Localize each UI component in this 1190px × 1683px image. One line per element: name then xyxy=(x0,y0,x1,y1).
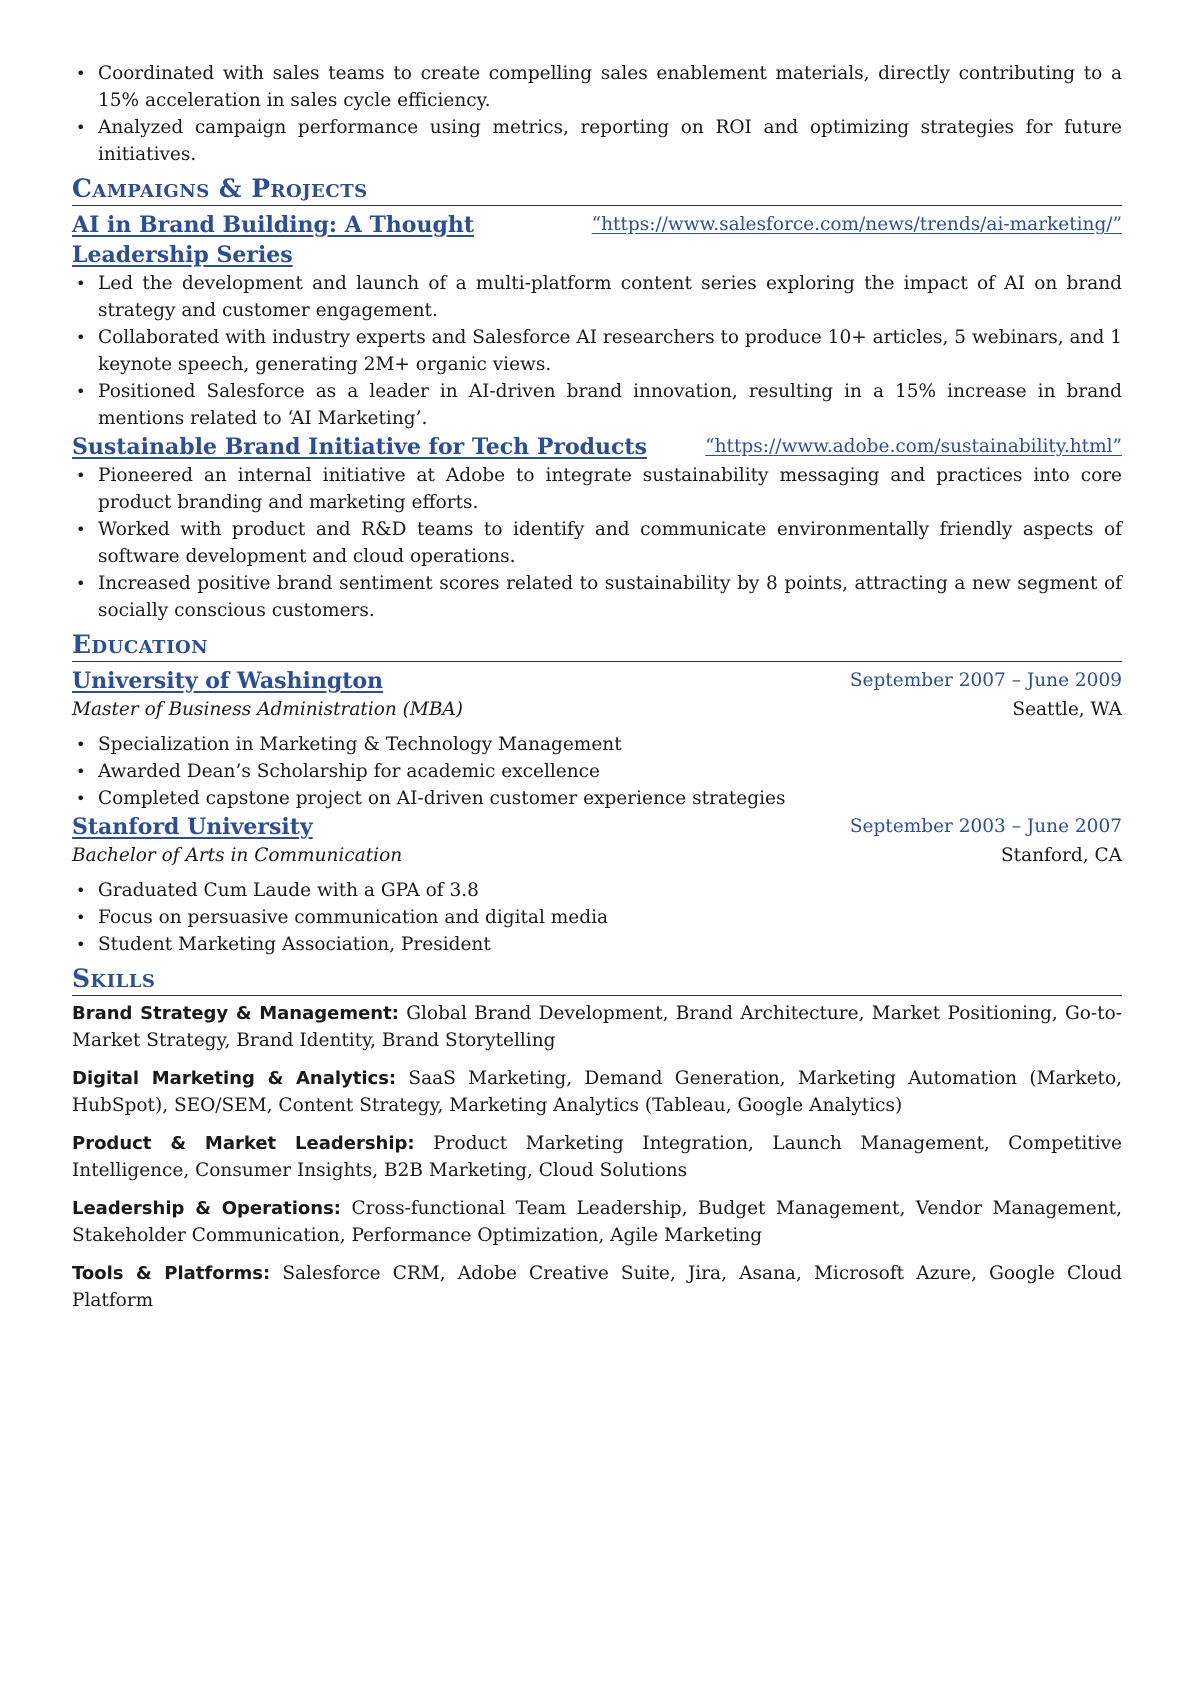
education-entry xyxy=(72,812,1122,958)
project-title-link[interactable]: Sustainable Brand Initiative for Tech Products xyxy=(72,434,647,460)
experience-bullet: • Coordinated with sales teams to create compelling sales enablement materials, directly contributing to a 15% acceleration in sales cycle efficiency. xyxy=(72,60,1122,114)
resume-page xyxy=(72,60,1122,1325)
degree-name: Master of Business Administration (MBA) xyxy=(72,699,464,720)
skill-group-label: Tools & Platforms: xyxy=(72,1263,271,1284)
education-bullet: • Focus on persuasive communication and digital media xyxy=(72,904,1122,931)
school-name-link[interactable]: Stanford University xyxy=(72,814,313,840)
experience-bullet: • Analyzed campaign performance using metrics, reporting on ROI and optimizing strategies for future initiatives. xyxy=(72,114,1122,168)
skill-group-items: SaaS Marketing, Demand Generation, Marketing Automation (Marketo, HubSpot), SEO/SEM, Content Strategy, Marketing Analytics (Tableau, Google Analytics) xyxy=(72,1068,1123,1116)
skill-group xyxy=(72,1195,1122,1249)
project-bullets xyxy=(72,270,1122,432)
skill-group-label: Digital Marketing & Analytics: xyxy=(72,1068,397,1089)
education-heading: Education xyxy=(72,630,1122,662)
skill-group xyxy=(72,1000,1122,1054)
degree-name: Bachelor of Arts in Communication xyxy=(72,845,403,866)
project-url-link[interactable]: “https://www.salesforce.com/news/trends/ai-marketing/” xyxy=(591,214,1122,235)
education-bullet: • Student Marketing Association, President xyxy=(72,931,1122,958)
school-dates: September 2003 – June 2007 xyxy=(849,816,1122,837)
experience-bullets xyxy=(72,60,1122,168)
skill-group-items: Product Marketing Integration, Launch Management, Competitive Intelligence, Consumer Insights, B2B Marketing, Cloud Solutions xyxy=(72,1133,1123,1181)
skill-group-label: Product & Market Leadership: xyxy=(72,1133,415,1154)
project-title-link[interactable]: AI in Brand Building: A Thought Leadership Series xyxy=(72,212,475,268)
project-bullet: • Increased positive brand sentiment scores related to sustainability by 8 points, attracting a new segment of socially conscious customers. xyxy=(72,570,1122,624)
education-bullet: • Completed capstone project on AI-driven customer experience strategies xyxy=(72,785,1122,812)
education-bullets xyxy=(72,731,1122,812)
campaigns-heading: Campaigns & Projects xyxy=(72,174,1122,206)
project-bullet: • Worked with product and R&D teams to identify and communicate environmentally friendly aspects of software development and cloud operations. xyxy=(72,516,1122,570)
education-bullet: • Graduated Cum Laude with a GPA of 3.8 xyxy=(72,877,1122,904)
project-bullet: • Positioned Salesforce as a leader in AI-driven brand innovation, resulting in a 15% increase in brand mentions related to ‘AI Marketing’. xyxy=(72,378,1122,432)
project-bullet: • Collaborated with industry experts and Salesforce AI researchers to produce 10+ articles, 5 webinars, and 1 keynote speech, generating 2M+ organic views. xyxy=(72,324,1122,378)
education-bullet: • Specialization in Marketing & Technology Management xyxy=(72,731,1122,758)
skill-group-label: Brand Strategy & Management: xyxy=(72,1003,399,1024)
skills-heading: Skills xyxy=(72,964,1122,996)
education-bullets xyxy=(72,877,1122,958)
skill-group xyxy=(72,1260,1122,1314)
project-entry xyxy=(72,432,1122,624)
project-bullet: • Pioneered an internal initiative at Adobe to integrate sustainability messaging and practices into core product branding and marketing efforts. xyxy=(72,462,1122,516)
school-name-link[interactable]: University of Washington xyxy=(72,668,384,694)
project-url-link[interactable]: “https://www.adobe.com/sustainability.html” xyxy=(705,436,1122,457)
skill-group xyxy=(72,1130,1122,1184)
skill-group-items: Global Brand Development, Brand Architecture, Market Positioning, Go-to-Market Strategy, Brand Identity, Brand Storytelling xyxy=(72,1003,1122,1051)
project-entry xyxy=(72,210,1122,432)
school-dates: September 2007 – June 2009 xyxy=(849,670,1122,691)
education-bullet: • Awarded Dean’s Scholarship for academic excellence xyxy=(72,758,1122,785)
project-bullet: • Led the development and launch of a multi-platform content series exploring the impact of AI on brand strategy and customer engagement. xyxy=(72,270,1122,324)
education-entry xyxy=(72,666,1122,812)
skill-group-items: Cross-functional Team Leadership, Budget Management, Vendor Management, Stakeholder Communication, Performance Optimization, Agile Marketing xyxy=(72,1198,1122,1246)
skill-group xyxy=(72,1065,1122,1119)
skill-group-items: Salesforce CRM, Adobe Creative Suite, Jira, Asana, Microsoft Azure, Google Cloud Platform xyxy=(72,1263,1123,1311)
school-location: Stanford, CA xyxy=(1001,845,1122,866)
school-location: Seattle, WA xyxy=(1012,699,1122,720)
skill-group-label: Leadership & Operations: xyxy=(72,1198,342,1219)
project-bullets xyxy=(72,462,1122,624)
